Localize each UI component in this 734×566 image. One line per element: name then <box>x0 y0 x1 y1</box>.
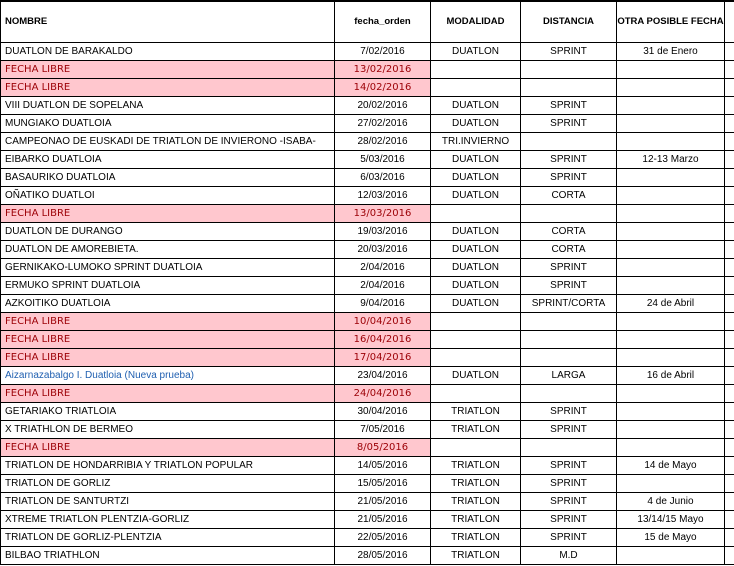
cell-nombre[interactable]: BASAURIKO DUATLOIA <box>1 169 335 187</box>
cell-fecha-orden[interactable]: 17/04/2016 <box>335 349 431 367</box>
cell-fecha-orden[interactable]: 24/04/2016 <box>335 385 431 403</box>
cell-nombre[interactable]: TRIATLON DE HONDARRIBIA Y TRIATLON POPULAR <box>1 457 335 475</box>
cell-nombre[interactable]: ERMUKO SPRINT DUATLOIA <box>1 277 335 295</box>
cell-distancia[interactable]: SPRINT <box>521 97 617 115</box>
cell-empty[interactable] <box>725 169 734 187</box>
table-row <box>1 79 734 97</box>
table-row <box>1 61 734 79</box>
table-row <box>1 511 734 529</box>
cell-otra-fecha[interactable] <box>617 439 725 457</box>
cell-empty[interactable] <box>725 223 734 241</box>
cell-modalidad[interactable]: TRIATLON <box>431 403 521 421</box>
cell-fecha-orden[interactable]: 7/02/2016 <box>335 43 431 61</box>
table-row <box>1 439 734 457</box>
cell-nombre[interactable]: EIBARKO DUATLOIA <box>1 151 335 169</box>
table-row <box>1 457 734 475</box>
cell-distancia[interactable]: SPRINT <box>521 457 617 475</box>
table-row <box>1 421 734 439</box>
cell-distancia[interactable] <box>521 133 617 151</box>
cell-nombre[interactable]: TRIATLON DE SANTURTZI <box>1 493 335 511</box>
cell-empty[interactable] <box>725 403 734 421</box>
cell-fecha-orden[interactable]: 28/05/2016 <box>335 547 431 565</box>
cell-empty[interactable] <box>725 205 734 223</box>
cell-fecha-orden[interactable]: 21/05/2016 <box>335 493 431 511</box>
header-otra-fecha[interactable]: OTRA POSIBLE FECHA <box>617 1 725 43</box>
cell-empty[interactable] <box>725 529 734 547</box>
cell-nombre[interactable]: FECHA LIBRE <box>1 385 335 403</box>
cell-nombre[interactable]: XTREME TRIATLON PLENTZIA-GORLIZ <box>1 511 335 529</box>
cell-distancia[interactable] <box>521 79 617 97</box>
cell-modalidad[interactable]: TRI.INVIERNO <box>431 133 521 151</box>
cell-nombre[interactable]: FECHA LIBRE <box>1 331 335 349</box>
cell-empty[interactable] <box>725 493 734 511</box>
cell-modalidad[interactable] <box>431 313 521 331</box>
cell-otra-fecha[interactable] <box>617 97 725 115</box>
cell-fecha-orden[interactable]: 10/04/2016 <box>335 313 431 331</box>
cell-fecha-orden[interactable]: 19/03/2016 <box>335 223 431 241</box>
cell-otra-fecha[interactable] <box>617 79 725 97</box>
cell-fecha-orden[interactable]: 5/03/2016 <box>335 151 431 169</box>
cell-otra-fecha[interactable] <box>617 133 725 151</box>
cell-distancia[interactable]: SPRINT <box>521 421 617 439</box>
cell-otra-fecha[interactable] <box>617 115 725 133</box>
cell-distancia[interactable]: SPRINT <box>521 277 617 295</box>
cell-otra-fecha[interactable] <box>617 205 725 223</box>
cell-fecha-orden[interactable]: 30/04/2016 <box>335 403 431 421</box>
cell-distancia[interactable]: SPRINT <box>521 151 617 169</box>
cell-otra-fecha[interactable]: 24 de Abril <box>617 295 725 313</box>
cell-fecha-orden[interactable]: 22/05/2016 <box>335 529 431 547</box>
cell-otra-fecha[interactable] <box>617 421 725 439</box>
cell-modalidad[interactable]: DUATLON <box>431 151 521 169</box>
cell-nombre[interactable]: FECHA LIBRE <box>1 313 335 331</box>
cell-nombre[interactable]: GETARIAKO TRIATLOIA <box>1 403 335 421</box>
cell-modalidad[interactable]: DUATLON <box>431 367 521 385</box>
header-nombre[interactable]: NOMBRE <box>1 1 335 43</box>
cell-otra-fecha[interactable] <box>617 331 725 349</box>
header-fecha-orden[interactable]: fecha_orden <box>335 1 431 43</box>
cell-distancia[interactable]: SPRINT <box>521 403 617 421</box>
cell-fecha-orden[interactable]: 16/04/2016 <box>335 331 431 349</box>
cell-otra-fecha[interactable]: 13/14/15 Mayo <box>617 511 725 529</box>
header-modalidad[interactable]: MODALIDAD <box>431 1 521 43</box>
cell-otra-fecha[interactable] <box>617 223 725 241</box>
cell-fecha-orden[interactable]: 13/02/2016 <box>335 61 431 79</box>
table-row <box>1 241 734 259</box>
table-row <box>1 115 734 133</box>
cell-nombre[interactable]: CAMPEONAO DE EUSKADI DE TRIATLON DE INVIERONO -ISABA- <box>1 133 335 151</box>
cell-fecha-orden[interactable]: 9/04/2016 <box>335 295 431 313</box>
cell-modalidad[interactable]: DUATLON <box>431 43 521 61</box>
cell-modalidad[interactable] <box>431 79 521 97</box>
cell-modalidad[interactable] <box>431 331 521 349</box>
cell-nombre[interactable]: FECHA LIBRE <box>1 61 335 79</box>
cell-modalidad[interactable] <box>431 205 521 223</box>
table-row <box>1 385 734 403</box>
cell-modalidad[interactable]: DUATLON <box>431 97 521 115</box>
cell-fecha-orden[interactable]: 13/03/2016 <box>335 205 431 223</box>
cell-distancia[interactable]: CORTA <box>521 187 617 205</box>
cell-distancia[interactable] <box>521 205 617 223</box>
cell-otra-fecha[interactable]: 4 de Junio <box>617 493 725 511</box>
cell-empty[interactable] <box>725 313 734 331</box>
top-border <box>0 0 734 2</box>
cell-modalidad[interactable] <box>431 61 521 79</box>
cell-modalidad[interactable]: TRIATLON <box>431 493 521 511</box>
cell-modalidad[interactable]: TRIATLON <box>431 421 521 439</box>
cell-distancia[interactable]: SPRINT <box>521 475 617 493</box>
cell-nombre[interactable]: DUATLON DE BARAKALDO <box>1 43 335 61</box>
header-distancia[interactable]: DISTANCIA <box>521 1 617 43</box>
cell-fecha-orden[interactable]: 23/04/2016 <box>335 367 431 385</box>
cell-distancia[interactable]: SPRINT <box>521 493 617 511</box>
cell-fecha-orden[interactable]: 20/03/2016 <box>335 241 431 259</box>
cell-modalidad[interactable]: DUATLON <box>431 169 521 187</box>
cell-distancia[interactable] <box>521 349 617 367</box>
cell-distancia[interactable]: SPRINT <box>521 511 617 529</box>
cell-otra-fecha[interactable] <box>617 547 725 565</box>
cell-fecha-orden[interactable]: 14/02/2016 <box>335 79 431 97</box>
cell-empty[interactable] <box>725 97 734 115</box>
cell-modalidad[interactable]: DUATLON <box>431 187 521 205</box>
cell-modalidad[interactable]: DUATLON <box>431 277 521 295</box>
cell-distancia[interactable]: SPRINT <box>521 259 617 277</box>
cell-distancia[interactable]: LARGA <box>521 367 617 385</box>
cell-empty[interactable] <box>725 511 734 529</box>
cell-nombre[interactable]: FECHA LIBRE <box>1 205 335 223</box>
cell-empty[interactable] <box>725 259 734 277</box>
cell-nombre[interactable]: TRIATLON DE GORLIZ <box>1 475 335 493</box>
cell-empty[interactable] <box>725 187 734 205</box>
cell-modalidad[interactable] <box>431 349 521 367</box>
cell-empty[interactable] <box>725 421 734 439</box>
cell-modalidad[interactable]: TRIATLON <box>431 457 521 475</box>
cell-nombre[interactable]: X TRIATHLON DE BERMEO <box>1 421 335 439</box>
cell-empty[interactable] <box>725 547 734 565</box>
cell-distancia[interactable]: SPRINT <box>521 43 617 61</box>
cell-empty[interactable] <box>725 115 734 133</box>
table-row <box>1 331 734 349</box>
cell-distancia[interactable] <box>521 331 617 349</box>
table-row <box>1 133 734 151</box>
cell-distancia[interactable] <box>521 439 617 457</box>
cell-nombre[interactable]: TRIATLON DE GORLIZ-PLENTZIA <box>1 529 335 547</box>
cell-distancia[interactable]: SPRINT/CORTA <box>521 295 617 313</box>
cell-empty[interactable] <box>725 349 734 367</box>
cell-fecha-orden[interactable]: 2/04/2016 <box>335 277 431 295</box>
cell-nombre[interactable]: OÑATIKO DUATLOI <box>1 187 335 205</box>
cell-empty[interactable] <box>725 151 734 169</box>
table-row <box>1 529 734 547</box>
cell-otra-fecha[interactable] <box>617 61 725 79</box>
cell-nombre[interactable]: AZKOITIKO DUATLOIA <box>1 295 335 313</box>
cell-empty[interactable] <box>725 241 734 259</box>
cell-otra-fecha[interactable]: 31 de Enero <box>617 43 725 61</box>
cell-otra-fecha[interactable]: 12-13 Marzo <box>617 151 725 169</box>
header-row <box>1 1 734 43</box>
cell-modalidad[interactable] <box>431 439 521 457</box>
table-row <box>1 151 734 169</box>
cell-fecha-orden[interactable]: 6/03/2016 <box>335 169 431 187</box>
table-row <box>1 43 734 61</box>
cell-otra-fecha[interactable] <box>617 313 725 331</box>
cell-otra-fecha[interactable]: 15 de Mayo <box>617 529 725 547</box>
cell-fecha-orden[interactable]: 15/05/2016 <box>335 475 431 493</box>
cell-modalidad[interactable]: TRIATLON <box>431 547 521 565</box>
cell-distancia[interactable]: SPRINT <box>521 169 617 187</box>
cell-modalidad[interactable]: TRIATLON <box>431 475 521 493</box>
cell-empty[interactable] <box>725 385 734 403</box>
cell-distancia[interactable]: CORTA <box>521 241 617 259</box>
cell-nombre[interactable]: DUATLON DE DURANGO <box>1 223 335 241</box>
cell-fecha-orden[interactable]: 7/05/2016 <box>335 421 431 439</box>
cell-nombre[interactable]: MUNGIAKO DUATLOIA <box>1 115 335 133</box>
cell-modalidad[interactable]: TRIATLON <box>431 511 521 529</box>
cell-empty[interactable] <box>725 475 734 493</box>
cell-empty[interactable] <box>725 61 734 79</box>
table-row <box>1 223 734 241</box>
cell-empty[interactable] <box>725 457 734 475</box>
header-empty[interactable] <box>725 1 734 43</box>
cell-fecha-orden[interactable]: 8/05/2016 <box>335 439 431 457</box>
cell-otra-fecha[interactable]: 14 de Mayo <box>617 457 725 475</box>
cell-fecha-orden[interactable]: 27/02/2016 <box>335 115 431 133</box>
cell-empty[interactable] <box>725 439 734 457</box>
table-row <box>1 295 734 313</box>
cell-otra-fecha[interactable] <box>617 187 725 205</box>
table-row <box>1 547 734 565</box>
table-row <box>1 277 734 295</box>
table-row <box>1 187 734 205</box>
cell-otra-fecha[interactable] <box>617 349 725 367</box>
cell-otra-fecha[interactable] <box>617 403 725 421</box>
table-row <box>1 367 734 385</box>
cell-fecha-orden[interactable]: 14/05/2016 <box>335 457 431 475</box>
cell-distancia[interactable]: SPRINT <box>521 529 617 547</box>
cell-distancia[interactable]: SPRINT <box>521 115 617 133</box>
cell-nombre[interactable]: FECHA LIBRE <box>1 79 335 97</box>
cell-modalidad[interactable] <box>431 385 521 403</box>
cell-otra-fecha[interactable] <box>617 259 725 277</box>
cell-fecha-orden[interactable]: 21/05/2016 <box>335 511 431 529</box>
cell-otra-fecha[interactable] <box>617 169 725 187</box>
cell-nombre[interactable]: GERNIKAKO-LUMOKO SPRINT DUATLOIA <box>1 259 335 277</box>
cell-fecha-orden[interactable]: 2/04/2016 <box>335 259 431 277</box>
table-row <box>1 205 734 223</box>
cell-distancia[interactable] <box>521 61 617 79</box>
cell-otra-fecha[interactable] <box>617 385 725 403</box>
cell-empty[interactable] <box>725 331 734 349</box>
cell-empty[interactable] <box>725 43 734 61</box>
table-row <box>1 349 734 367</box>
cell-modalidad[interactable]: DUATLON <box>431 295 521 313</box>
cell-fecha-orden[interactable]: 20/02/2016 <box>335 97 431 115</box>
cell-empty[interactable] <box>725 367 734 385</box>
cell-modalidad[interactable]: DUATLON <box>431 223 521 241</box>
table-row <box>1 169 734 187</box>
cell-empty[interactable] <box>725 277 734 295</box>
cell-modalidad[interactable]: TRIATLON <box>431 529 521 547</box>
cell-distancia[interactable]: M.D <box>521 547 617 565</box>
cell-modalidad[interactable]: DUATLON <box>431 241 521 259</box>
cell-nombre[interactable]: Aizarnazabalgo I. Duatloia (Nueva prueba) <box>1 367 335 385</box>
cell-nombre[interactable]: FECHA LIBRE <box>1 349 335 367</box>
cell-distancia[interactable] <box>521 385 617 403</box>
cell-nombre[interactable]: VIII DUATLON DE SOPELANA <box>1 97 335 115</box>
cell-otra-fecha[interactable] <box>617 241 725 259</box>
cell-distancia[interactable]: CORTA <box>521 223 617 241</box>
cell-empty[interactable] <box>725 133 734 151</box>
table-row <box>1 259 734 277</box>
cell-otra-fecha[interactable] <box>617 475 725 493</box>
cell-fecha-orden[interactable]: 28/02/2016 <box>335 133 431 151</box>
table-row <box>1 493 734 511</box>
cell-nombre[interactable]: FECHA LIBRE <box>1 439 335 457</box>
cell-otra-fecha[interactable]: 16 de Abril <box>617 367 725 385</box>
cell-modalidad[interactable]: DUATLON <box>431 115 521 133</box>
table-row <box>1 475 734 493</box>
cell-empty[interactable] <box>725 295 734 313</box>
cell-distancia[interactable] <box>521 313 617 331</box>
table-row <box>1 403 734 421</box>
table-row <box>1 313 734 331</box>
cell-otra-fecha[interactable] <box>617 277 725 295</box>
cell-nombre[interactable]: BILBAO TRIATHLON <box>1 547 335 565</box>
cell-modalidad[interactable]: DUATLON <box>431 259 521 277</box>
cell-empty[interactable] <box>725 79 734 97</box>
table-row <box>1 97 734 115</box>
cell-nombre[interactable]: DUATLON DE AMOREBIETA. <box>1 241 335 259</box>
cell-fecha-orden[interactable]: 12/03/2016 <box>335 187 431 205</box>
